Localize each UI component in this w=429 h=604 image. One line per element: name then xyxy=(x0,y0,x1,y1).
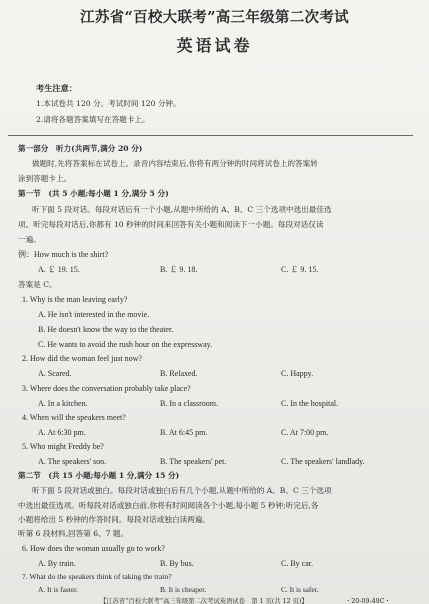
question-1-option-c: C. He wants to avoid the rush hour on the expressway. xyxy=(38,340,213,349)
question-7-option-c: C. It is safer. xyxy=(281,585,319,594)
section2-directions-4: 听第 6 段材料,回答第 6、7 题。 xyxy=(18,529,129,538)
question-5-option-c: C. The speakers' landlady. xyxy=(281,457,365,466)
section1-directions-3: 一遍。 xyxy=(18,235,41,244)
question-2-option-a: A. Scared. xyxy=(38,369,72,378)
question-4-option-b: B. At 6:45 pm. xyxy=(160,428,208,437)
divider xyxy=(8,135,413,136)
section1-directions-1: 听下面 5 段对话。每段对话后有一个小题,从题中所给的 A、B、C 三个选项中选出最佳选 xyxy=(32,205,332,214)
question-6-option-b: B. By bus. xyxy=(160,559,194,568)
section1-heading: 第一节 (共 5 小题;每小题 1 分,满分 5 分) xyxy=(18,189,169,198)
question-3-stem: 3. Where does the conversation probably take place? xyxy=(22,384,191,393)
question-2-option-b: B. Relaxed. xyxy=(160,369,198,378)
question-3-option-c: C. In the hospital. xyxy=(281,399,339,408)
question-7-stem: 7. What do the speakers think of taking the train? xyxy=(22,572,172,581)
question-2-stem: 2. How did the woman feel just now? xyxy=(22,354,142,363)
question-5-option-b: B. The speakers' pet. xyxy=(160,457,227,466)
question-6-option-c: C. By car. xyxy=(281,559,313,568)
section2-directions-1: 听下面 5 段对话或独白。每段对话或独白后有几个小题,从题中所给的 A、B、C 三个选项 xyxy=(32,486,332,495)
question-6-stem: 6. How does the woman usually go to work? xyxy=(22,544,165,553)
question-4-option-c: C. At 7:00 pm. xyxy=(281,428,329,437)
section1-directions-2: 项。听完每段对话后,你都有 10 秒钟的时间来回答有关小题和阅读下一小题。每段对话仅读 xyxy=(18,220,324,229)
question-5-option-a: A. The speakers' son. xyxy=(38,457,107,466)
question-4-option-a: A. At 6:30 pm. xyxy=(38,428,86,437)
part1-intro-line-2: 涂到答题卡上。 xyxy=(18,174,72,183)
example-answer: 答案是 C。 xyxy=(18,280,57,289)
section2-directions-3: 小题将给出 5 秒钟的作答时间。每段对话或独白读两遍。 xyxy=(18,515,210,524)
example-option-c: C. ￡ 9. 15. xyxy=(281,265,319,274)
question-3-option-a: A. In a kitchen. xyxy=(38,399,88,408)
question-7-option-a: A. It is faster. xyxy=(38,585,79,594)
section2-directions-2: 中选出最佳选项。听每段对话或独白前,你将有时间阅读各个小题,每小题 5 秒钟;听完后,各 xyxy=(18,501,319,510)
question-3-option-b: B. In a classroom. xyxy=(160,399,218,408)
notice-item-2: 2.请将各题答案填写在答题卡上。 xyxy=(36,115,150,124)
question-1-option-a: A. He isn't interested in the movie. xyxy=(38,310,150,319)
exam-subtitle: 英语试卷 xyxy=(176,36,253,55)
question-1-stem: 1. Why is the man leaving early? xyxy=(22,295,128,304)
notice-item-1: 1.本试卷共 120 分。考试时间 120 分钟。 xyxy=(36,99,181,108)
part1-intro-line-1: 做题时,先将答案标在试卷上。录音内容结束后,你将有两分钟的时间将试卷上的答案转 xyxy=(32,159,318,168)
question-1-option-b: B. He doesn't know the way to the theater. xyxy=(38,325,174,334)
question-4-stem: 4. When will the speakers meet? xyxy=(22,413,126,422)
example-option-a: A. ￡ 19. 15. xyxy=(38,265,80,274)
exam-title: 江苏省“百校大联考”高三年级第二次考试 xyxy=(80,9,349,26)
question-2-option-c: C. Happy. xyxy=(281,369,314,378)
example-option-b: B. ￡ 9. 18. xyxy=(160,265,198,274)
notice-heading: 考生注意： xyxy=(36,83,77,93)
footer-code: ・20-09-49C・ xyxy=(345,598,391,604)
question-7-option-b: B. It is cheaper. xyxy=(160,585,207,594)
question-5-stem: 5. Who might Freddy be? xyxy=(22,442,104,451)
question-6-option-a: A. By train. xyxy=(38,559,76,568)
part1-heading: 第一部分 听力(共两节,满分 20 分) xyxy=(18,144,143,153)
example-question: 例：How much is the shirt? xyxy=(18,250,109,259)
footer-text: 【江苏省“百校大联考”高三年级第二次考试英语试卷 第 1 页(共 12 页)】 xyxy=(100,598,308,604)
section2-heading: 第二节 (共 15 小题;每小题 1 分,满分 15 分) xyxy=(18,471,180,480)
